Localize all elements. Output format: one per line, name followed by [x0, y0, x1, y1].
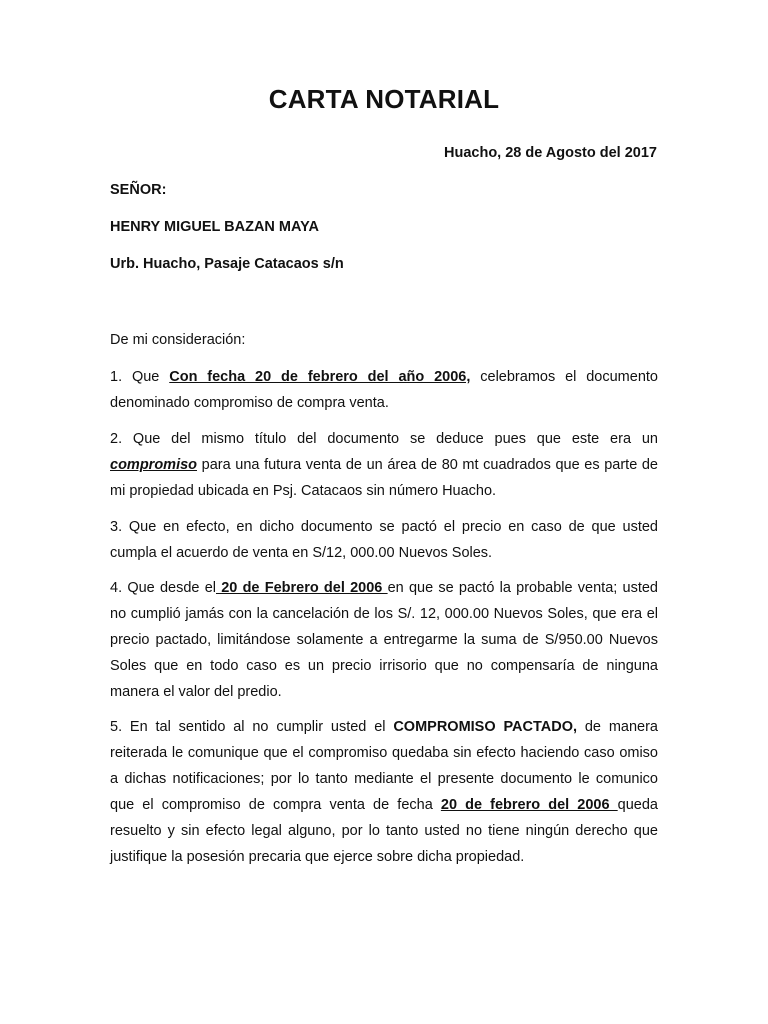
p5-date-emphasis: 20 de febrero del 2006: [440, 797, 618, 813]
document-title: CARTA NOTARIAL: [268, 84, 500, 114]
recipient-name: HENRY MIGUEL BAZAN MAYA: [110, 219, 319, 235]
recipient-address: Urb. Huacho, Pasaje Catacaos s/n: [110, 256, 344, 272]
p5-compromiso-emphasis: COMPROMISO PACTADO,: [393, 719, 578, 735]
p5-text-a: 5. En tal sentido al no cumplir usted el: [110, 719, 394, 735]
paragraph-5: [110, 714, 658, 870]
p1-text-c: celebramos el documento denominado compromiso de compra venta.: [110, 369, 658, 411]
p5-text-c: de manera reiterada le comunique que el compromiso quedaba sin efecto haciendo caso omiso a dichas notificaciones; por lo tanto mediante el presente documento le comunico que el compromiso de compra venta de fecha: [110, 719, 658, 813]
p2-text-c: para una futura venta de un área de 80 mt cuadrados que es parte de mi propiedad ubicada en Psj. Catacaos sin número Huacho.: [110, 457, 658, 499]
p3-text-a: 3. Que en efecto, en dicho documento se pactó el precio en caso de que usted cumpla el acuerdo de venta en S/12, 000.00 Nuevos Soles.: [110, 519, 658, 561]
paragraph-2: [110, 426, 658, 504]
recipient-salutation: SEÑOR:: [110, 182, 167, 198]
p2-compromiso-emphasis: compromiso: [110, 457, 198, 473]
paragraph-4: [110, 575, 658, 705]
p5-text-e: queda resuelto y sin efecto legal alguno, por lo tanto usted no tiene ningún derecho que justifique la posesión precaria que ejerce sobre dicha propiedad.: [110, 797, 658, 865]
p4-text-a: 4. Que desde el: [110, 580, 216, 596]
greeting: De mi consideración:: [110, 332, 246, 348]
p1-text-a: 1. Que: [110, 369, 170, 385]
p4-date-emphasis: 20 de Febrero del 2006: [215, 580, 388, 596]
letter-date: Huacho, 28 de Agosto del 2017: [444, 145, 657, 161]
p4-text-c: en que se pactó la probable venta; usted no cumplió jamás con la cancelación de los S/. 12, 000.00 Nuevos Soles, que era el precio pactado, limitándose solamente a entregarme la suma de S/950.00 Nuevos Soles que en todo caso es un precio irrisorio que no compensaría de ninguna manera el valor del predio.: [110, 580, 658, 700]
p1-date-emphasis: Con fecha 20 de febrero del año 2006,: [169, 369, 471, 385]
p2-text-a: 2. Que del mismo título del documento se deduce pues que este era un: [110, 431, 658, 447]
paragraph-1: [110, 364, 658, 416]
paragraph-3: [110, 514, 658, 566]
